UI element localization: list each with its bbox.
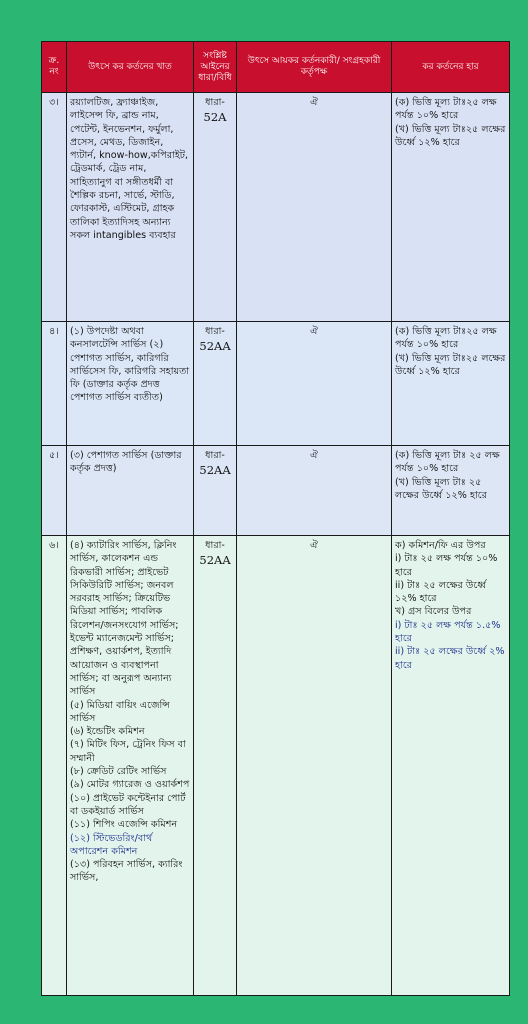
- table-row: [42, 322, 510, 446]
- rate-line: (খ) ভিত্তি মূল্য টাঃ২৫ লক্ষের উর্ধ্বে ১২% হারে: [395, 123, 506, 148]
- service-item: (১৩) পরিবহন সার্ভিস, ক্যারিং সার্ভিস,: [70, 859, 183, 884]
- rate-line: i) টাঃ ২৫ লক্ষ পর্যন্ত ১০% হারে: [395, 553, 498, 578]
- header-authority: উৎসে আয়কর কর্তনকারী/ সংগ্রহকারী কর্তৃপক্ষ: [237, 42, 392, 93]
- row-section: [194, 322, 237, 446]
- table-row: [42, 446, 510, 536]
- section-label: ধারা-: [205, 97, 225, 108]
- row-tax-head: [67, 536, 194, 996]
- header-rate: কর কর্তনের হার: [392, 42, 510, 93]
- service-item: (৫) মিডিয়া বায়িং এজেন্সি সার্ভিস: [70, 699, 170, 724]
- row-authority: ঐ: [237, 322, 392, 446]
- service-item: (৮) ক্রেডিট রেটিং সার্ভিস: [70, 766, 167, 778]
- service-item: (৯) মোটর গ্যারেজ ও ওয়ার্কশপ: [70, 779, 190, 791]
- row-tax-head: (১) উপদেষ্টা অথবা কনসালটেন্সি সার্ভিস (২) পেশাগত সার্ভিস, কারিগরি সার্ভিসেস ফি, কারিগরি সহায়তা ফি (ডাক্তার কর্তৃক প্রদত্ত পেশাগত সার্ভিস ব্যতীত): [67, 322, 194, 446]
- row-rate: [392, 93, 510, 322]
- section-label: ধারা-: [205, 326, 225, 337]
- rate-line: খ) গ্রস বিলের উপর: [395, 606, 472, 618]
- row-tax-head: রয়্যালটিজ, ফ্র্যাঞ্চাইজ, লাইসেন্স ফি, ব্রান্ড নাম, পেটেন্ট, ইনভেনশন, ফর্মুলা, প্রসেস, মেথড, ডিজাইন, প্যটার্ন, know-how,কপিরাইট, ট্রেডমার্ক, ট্রেড নাম, সাহিত্যানুগ বা সঙ্গীতধর্মী বা শৈল্পিক রচনা, সার্ভে, স্টাডি, ফোরকাস্ট, এস্টিমেট, গ্রাহক তালিকা ইত্যাদিসহ অন্যান্য সকল intangibles ব্যবহার: [67, 93, 194, 322]
- row-authority: ঐ: [237, 536, 392, 996]
- row-serial-no: ৫।: [42, 446, 67, 536]
- withholding-tax-table: [41, 41, 510, 996]
- row-authority: ঐ: [237, 93, 392, 322]
- row-rate: [392, 446, 510, 536]
- table-row: [42, 536, 510, 996]
- row-serial-no: ৬।: [42, 536, 67, 996]
- header-serial-no: ক্র. নং: [42, 42, 67, 93]
- table-header-row: [42, 42, 510, 93]
- rate-line: (খ) ভিত্তি মূল্য টাঃ২৫ লক্ষের উর্ধ্বে ১২% হারে: [395, 352, 506, 377]
- section-number: 52A: [203, 110, 227, 125]
- rate-line: ii) টাঃ ২৫ লক্ষের উর্ধ্বে ২% হারে: [395, 646, 505, 671]
- service-item: (৭) মিটিং ফিস, ট্রেনিং ফিস বা সম্মানী: [70, 739, 186, 764]
- rate-line: (খ) ভিত্তি মূল্য টাঃ ২৫ লক্ষের উর্ধ্বে ১২% হারে: [395, 476, 487, 501]
- section-number: 52AA: [199, 463, 231, 478]
- rate-line: (ক) ভিত্তি মূল্য টাঃ ২৫ লক্ষ পর্যন্ত ১০% হারে: [395, 450, 500, 475]
- row-section: [194, 93, 237, 322]
- row-rate: [392, 536, 510, 996]
- service-item: (৬) ইন্ডেটিং কমিশন: [70, 726, 145, 738]
- section-label: ধারা-: [205, 540, 225, 551]
- row-section: [194, 536, 237, 996]
- rate-line: i) টাঃ ২৫ লক্ষ পর্যন্ত ১.৫% হারে: [395, 619, 501, 645]
- row-section: [194, 446, 237, 536]
- section-label: ধারা-: [205, 450, 225, 461]
- rate-line: (ক) ভিত্তি মূল্য টাঃ২৫ লক্ষ পর্যন্ত ১০% হারে: [395, 97, 497, 122]
- row-authority: ঐ: [237, 446, 392, 536]
- rate-line: ক) কমিশন/ফি এর উপর: [395, 540, 486, 551]
- row-rate: [392, 322, 510, 446]
- service-item: (৪) ক্যাটারিং সার্ভিস, ক্লিনিং সার্ভিস, কালেকশন এন্ড রিকভারী সার্ভিস; প্রাইভেট সিকিউরিটি সার্ভিস; জনবল সরবরাহ সার্ভিস; ক্রিয়েটিভ মিডিয়া সার্ভিস; পাবলিক রিলেশন/জনসংযোগ সার্ভিস; ইভেন্ট ম্যানেজমেন্ট সার্ভিস; প্রশিক্ষণ, ওয়ার্কশপ, ইত্যাদি আয়োজন ও ব্যবস্থাপনা সার্ভিস; বা অনুরূপ অন্যান্য সার্ভিস: [70, 540, 179, 698]
- header-tax-head: উৎসে কর কর্তনের খাত: [67, 42, 194, 93]
- row-serial-no: ৩।: [42, 93, 67, 322]
- row-tax-head: (৩) পেশাগত সার্ভিস (ডাক্তার কর্তৃক প্রদত্ত): [67, 446, 194, 536]
- row-serial-no: ৪।: [42, 322, 67, 446]
- header-section: সংশ্লিষ্ট আইনের ধারা/বিধি: [194, 42, 237, 93]
- table-row: [42, 93, 510, 322]
- rate-line: ii) টাঃ ২৫ লক্ষের উর্ধ্বে ১২% হারে: [395, 579, 487, 605]
- tax-table-panel: [41, 41, 506, 985]
- service-item: (১০) প্রাইভেট কন্টেইনার পোর্ট বা ডকইয়ার্ড সার্ভিস: [70, 792, 186, 817]
- section-number: 52AA: [199, 553, 231, 568]
- service-item: (১১) শিপিং এজেন্সি কমিশন: [70, 819, 178, 831]
- rate-line: (ক) ভিত্তি মূল্য টাঃ২৫ লক্ষ পর্যন্ত ১০% হারে: [395, 326, 497, 351]
- section-number: 52AA: [199, 339, 231, 354]
- service-item: (১২) স্টিভেডরিং/বার্থ অপারেশন কমিশন: [70, 832, 153, 857]
